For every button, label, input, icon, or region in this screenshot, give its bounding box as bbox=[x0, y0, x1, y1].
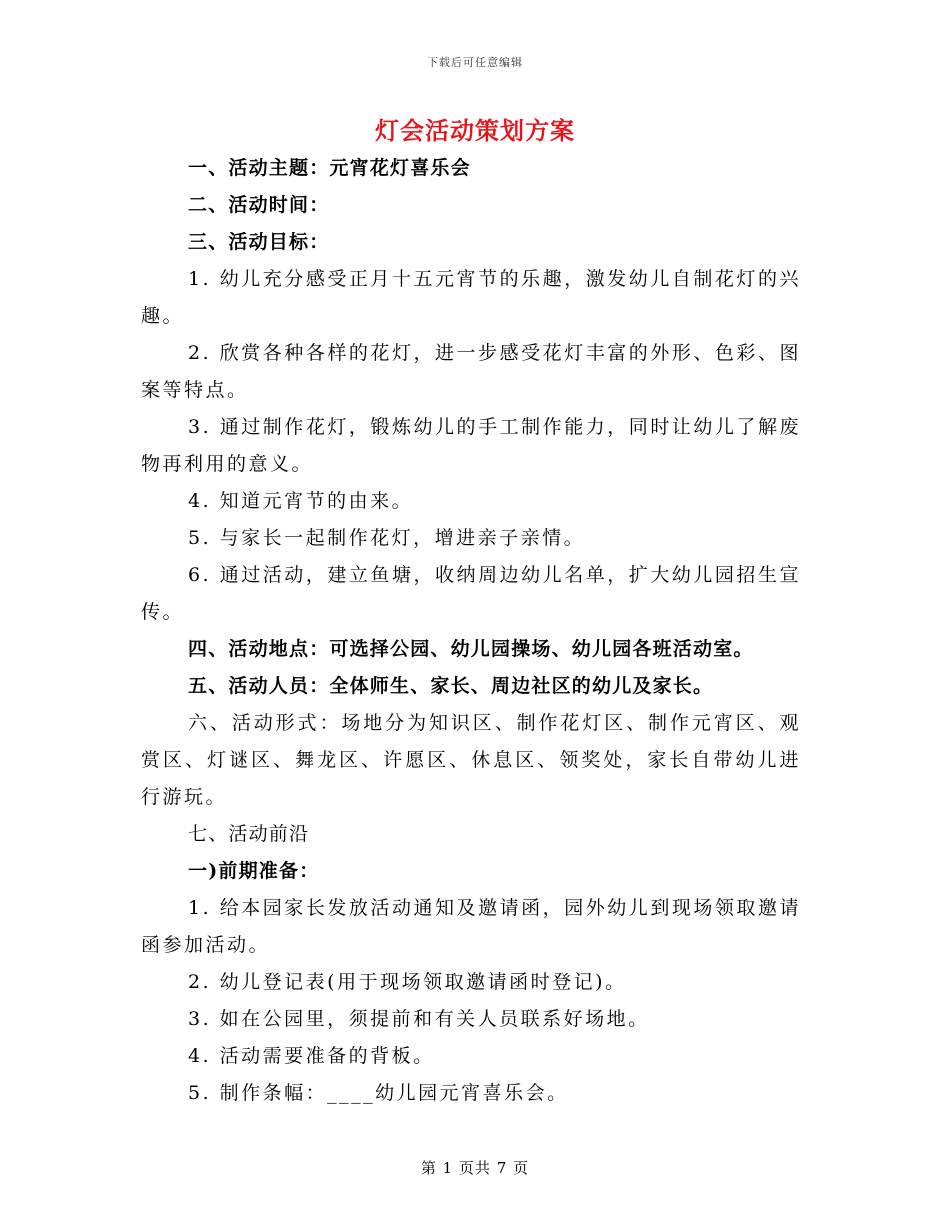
prep-item: 5. 制作条幅：____幼儿园元宵喜乐会。 bbox=[188, 1082, 569, 1104]
section-participants: 五、活动人员：全体师生、家长、周边社区的幼儿及家长。 bbox=[188, 675, 714, 697]
section-time: 二、活动时间： bbox=[188, 194, 330, 216]
subsection-early-prep: 一)前期准备： bbox=[188, 860, 320, 882]
section-theme: 一、活动主题：元宵花灯喜乐会 bbox=[188, 157, 471, 179]
prep-item: 3. 如在公园里，须提前和有关人员联系好场地。 bbox=[188, 1008, 650, 1030]
section-location: 四、活动地点：可选择公园、幼儿园操场、幼儿园各班活动室。 bbox=[188, 638, 754, 660]
page-number: 第 1 页共 7 页 bbox=[420, 1159, 530, 1177]
document-title: 灯会活动策划方案 bbox=[375, 116, 575, 145]
goal-item: 1. 幼儿充分感受正月十五元宵节的乐趣，激发幼儿自制花灯的兴趣。 bbox=[141, 268, 801, 327]
goal-item: 6. 通过活动，建立鱼塘，收纳周边幼儿名单，扩大幼儿园招生宣传。 bbox=[141, 564, 801, 623]
section-preparation-heading: 七、活动前沿 bbox=[188, 823, 310, 845]
section-goals-heading: 三、活动目标： bbox=[188, 231, 330, 253]
goal-item: 4. 知道元宵节的由来。 bbox=[188, 490, 414, 512]
header-note: 下载后可任意编辑 bbox=[427, 56, 523, 69]
goal-item: 5. 与家长一起制作花灯，增进亲子亲情。 bbox=[188, 527, 586, 549]
prep-item: 1. 给本园家长发放活动通知及邀请函，园外幼儿到现场领取邀请函参加活动。 bbox=[141, 897, 801, 956]
prep-item: 4. 活动需要准备的背板。 bbox=[188, 1045, 435, 1067]
goal-item: 3. 通过制作花灯，锻炼幼儿的手工制作能力，同时让幼儿了解废物再利用的意义。 bbox=[141, 416, 801, 475]
document-body bbox=[141, 150, 801, 1112]
goal-item: 2. 欣赏各种各样的花灯，进一步感受花灯丰富的外形、色彩、图案等特点。 bbox=[141, 342, 801, 401]
prep-item: 2. 幼儿登记表(用于现场领取邀请函时登记)。 bbox=[188, 971, 627, 993]
section-format: 六、活动形式：场地分为知识区、制作花灯区、制作元宵区、观赏区、灯谜区、舞龙区、许愿区、休息区、领奖处，家长自带幼儿进行游玩。 bbox=[141, 712, 801, 808]
